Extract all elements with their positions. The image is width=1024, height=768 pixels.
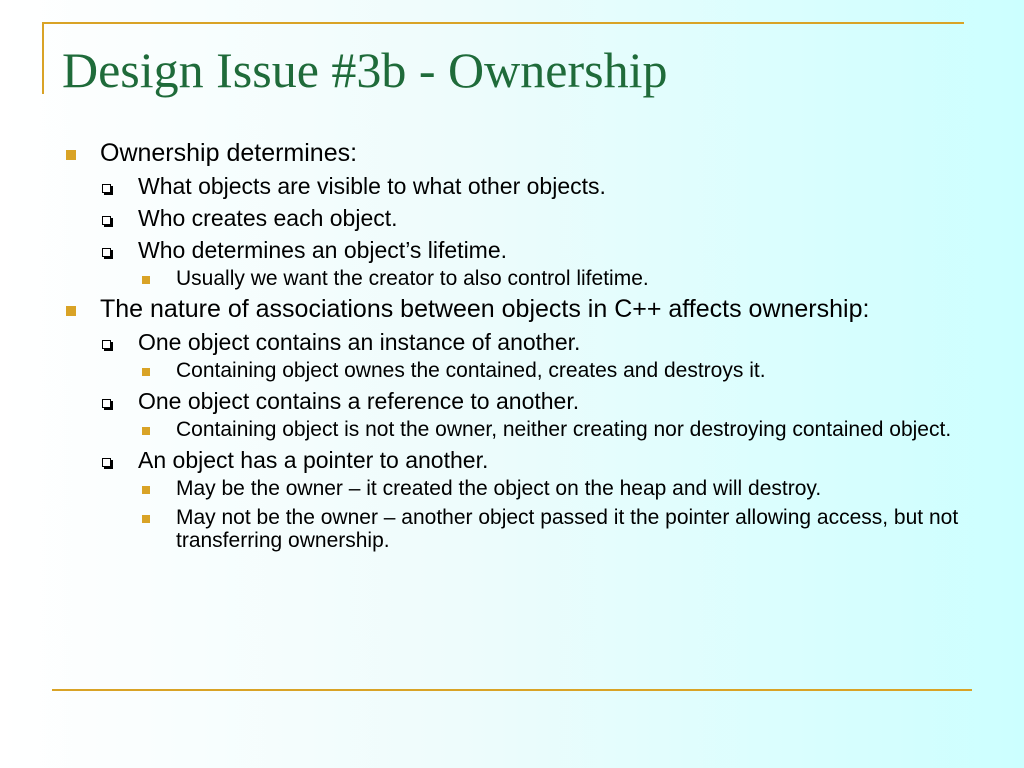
detail-text: Containing object is not the owner, neither creating nor destroying contained object. xyxy=(176,418,952,441)
detail-item xyxy=(138,267,962,290)
left-rule xyxy=(42,22,44,94)
detail-text: Usually we want the creator to also control lifetime. xyxy=(176,267,649,290)
sub-bullet-text: An object has a pointer to another. xyxy=(138,447,489,473)
detail-list xyxy=(138,477,962,552)
detail-text: May be the owner – it created the object on the heap and will destroy. xyxy=(176,477,822,500)
sub-bullet-list xyxy=(100,173,962,290)
top-rule xyxy=(42,22,964,24)
detail-list xyxy=(138,267,962,290)
detail-item xyxy=(138,477,962,500)
sub-bullet-item xyxy=(100,237,962,290)
box-bullet-icon xyxy=(102,399,111,408)
square-bullet-icon xyxy=(66,306,76,316)
square-bullet-icon xyxy=(142,368,150,376)
square-bullet-icon xyxy=(142,515,150,523)
square-bullet-icon xyxy=(142,276,150,284)
box-bullet-icon xyxy=(102,340,111,349)
bullet-item xyxy=(62,140,962,290)
sub-bullet-text: Who creates each object. xyxy=(138,205,398,231)
detail-item xyxy=(138,418,962,441)
bullet-item xyxy=(62,296,962,552)
detail-text: Containing object ownes the contained, creates and destroys it. xyxy=(176,359,766,382)
sub-bullet-item xyxy=(100,173,962,199)
box-bullet-icon xyxy=(102,458,111,467)
bullet-list xyxy=(62,140,962,552)
detail-text: May not be the owner – another object passed it the pointer allowing access, but not transferring ownership. xyxy=(176,506,959,552)
sub-bullet-item xyxy=(100,388,962,441)
bullet-text: The nature of associations between objects in C++ affects ownership: xyxy=(100,295,870,323)
detail-list xyxy=(138,359,962,382)
sub-bullet-item xyxy=(100,447,962,552)
bottom-rule xyxy=(52,689,972,691)
sub-bullet-text: What objects are visible to what other objects. xyxy=(138,173,606,199)
detail-item xyxy=(138,359,962,382)
square-bullet-icon xyxy=(142,427,150,435)
sub-bullet-item xyxy=(100,329,962,382)
sub-bullet-item xyxy=(100,205,962,231)
box-bullet-icon xyxy=(102,184,111,193)
square-bullet-icon xyxy=(142,486,150,494)
sub-bullet-text: One object contains a reference to another. xyxy=(138,388,580,414)
detail-item xyxy=(138,506,962,552)
box-bullet-icon xyxy=(102,248,111,257)
bullet-text: Ownership determines: xyxy=(100,139,358,167)
sub-bullet-text: One object contains an instance of another. xyxy=(138,329,581,355)
square-bullet-icon xyxy=(66,150,76,160)
slide-title: Design Issue #3b - Ownership xyxy=(62,42,668,98)
slide-body xyxy=(62,140,962,558)
sub-bullet-list xyxy=(100,329,962,552)
sub-bullet-text: Who determines an object’s lifetime. xyxy=(138,237,508,263)
detail-list xyxy=(138,418,962,441)
box-bullet-icon xyxy=(102,216,111,225)
